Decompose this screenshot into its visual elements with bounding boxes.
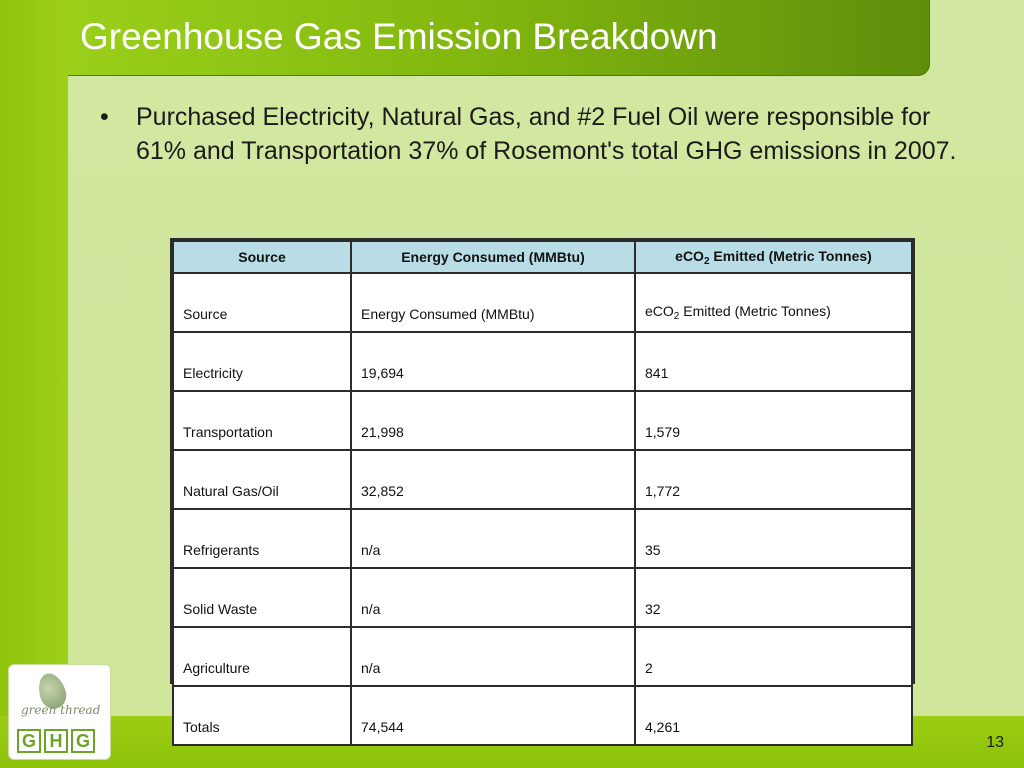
logo-letters (17, 729, 95, 753)
cell-energy: n/a (351, 568, 635, 627)
slide-title: Greenhouse Gas Emission Breakdown (80, 16, 718, 57)
logo-letter: H (44, 729, 68, 753)
green-thread-ghg-logo (8, 664, 111, 760)
cell-energy: Energy Consumed (MMBtu) (351, 273, 635, 332)
cell-energy: 74,544 (351, 686, 635, 745)
cell-eco2: 4,261 (635, 686, 912, 745)
cell-energy: 32,852 (351, 450, 635, 509)
table-row (173, 627, 912, 686)
table-row (173, 391, 912, 450)
emissions-table (170, 238, 915, 735)
cell-eco2: eCO$_2$ Emitted (Metric Tonnes) (635, 273, 912, 332)
cell-energy: 21,998 (351, 391, 635, 450)
cell-source: Solid Waste (173, 568, 351, 627)
cell-eco2: 1,772 (635, 450, 912, 509)
page-number: 13 (986, 734, 1004, 751)
title-banner (68, 0, 930, 76)
logo-letter: G (17, 729, 41, 753)
table-header-row (173, 241, 912, 273)
logo-letter: G (71, 729, 95, 753)
table-row (173, 568, 912, 627)
header-eco2: eCO$_2$ Emitted (Metric Tonnes) (635, 241, 912, 273)
cell-eco2: 841 (635, 332, 912, 391)
cell-eco2: 32 (635, 568, 912, 627)
cell-source: Transportation (173, 391, 351, 450)
bullet-text: Purchased Electricity, Natural Gas, and #2 Fuel Oil were responsible for 61% and Transportation 37% of Rosemont's total GHG emissions in 2007. (136, 103, 957, 165)
table-row (173, 450, 912, 509)
header-energy: Energy Consumed (MMBtu) (351, 241, 635, 273)
left-accent-bar (0, 0, 68, 768)
cell-source: Electricity (173, 332, 351, 391)
cell-energy: n/a (351, 509, 635, 568)
header-source: Source (173, 241, 351, 273)
table-row (173, 332, 912, 391)
cell-energy: n/a (351, 627, 635, 686)
cell-source: Source (173, 273, 351, 332)
table-row-totals (173, 686, 912, 745)
table-row (173, 273, 912, 332)
cell-energy: 19,694 (351, 332, 635, 391)
cell-eco2: 2 (635, 627, 912, 686)
cell-eco2: 35 (635, 509, 912, 568)
cell-source: Agriculture (173, 627, 351, 686)
bullet-icon: • (100, 103, 109, 131)
cell-eco2: 1,579 (635, 391, 912, 450)
cell-source: Natural Gas/Oil (173, 450, 351, 509)
logo-script-text: green thread (21, 703, 101, 717)
cell-source: Refrigerants (173, 509, 351, 568)
cell-source: Totals (173, 686, 351, 745)
table-row (173, 509, 912, 568)
